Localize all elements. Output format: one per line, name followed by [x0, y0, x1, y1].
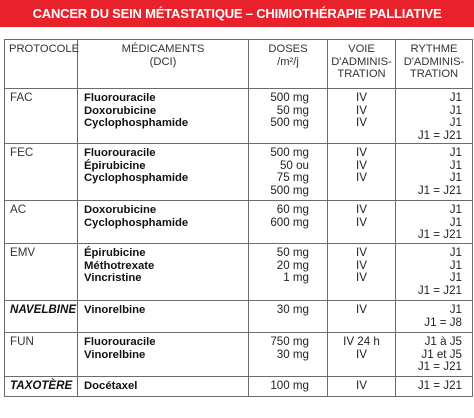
voie-cell [328, 376, 396, 396]
doses-cell-line: 30 mg [276, 347, 309, 361]
header-text-line: /m²/j [277, 55, 299, 68]
voie-cell-line: IV [356, 378, 367, 392]
protocole-cell-line: FEC [10, 145, 34, 159]
rythme-cell [396, 376, 473, 396]
rythme-cell-line: J1 [449, 103, 462, 117]
rythme-cell-line: J1 = J21 [417, 283, 462, 297]
rythme-cell [396, 300, 473, 332]
medicaments-cell-line: Cyclophosphamide [84, 117, 189, 130]
medicaments-cell [78, 376, 249, 396]
voie-cell-line: IV [356, 347, 367, 361]
table-body [5, 89, 473, 397]
rythme-cell-line: J1 [449, 171, 462, 185]
rythme-cell-line: J1 [449, 145, 462, 159]
rythme-cell [396, 89, 473, 144]
table-row [5, 143, 473, 200]
medicaments-cell [78, 332, 249, 376]
header-medicaments [78, 40, 249, 89]
doses-cell-line: 60 mg [276, 202, 309, 216]
header-text-line: (DCI) [149, 55, 177, 68]
voie-cell [328, 143, 396, 200]
doses-cell-line: 500 mg [270, 116, 309, 130]
voie-cell-line: IV [356, 271, 367, 285]
voie-cell-line: IV [356, 302, 367, 316]
table-row [5, 376, 473, 396]
header-text-line: VOIE [348, 43, 375, 55]
voie-cell-line: IV [356, 158, 367, 172]
rythme-cell-line: J1 = J21 [417, 183, 462, 197]
rythme-cell-line: J1 = J21 [417, 129, 462, 143]
rythme-cell [396, 200, 473, 243]
doses-cell-line: 1 mg [283, 271, 309, 285]
voie-cell-line: IV 24 h [343, 334, 380, 348]
rythme-cell-line: J1 et J5 [421, 347, 462, 361]
voie-cell [328, 200, 396, 243]
protocole-cell [5, 332, 78, 376]
rythme-cell-line: J1 [449, 215, 462, 229]
voie-cell-line: IV [356, 258, 367, 272]
protocole-cell [5, 143, 78, 200]
header-text-line: RYTHME [410, 43, 458, 55]
protocole-cell-line: TAXOTÈRE [10, 378, 73, 392]
voie-cell-line: IV [356, 215, 367, 229]
header-text-line: D'ADMINIS- [331, 55, 392, 68]
protocole-cell-line: FUN [10, 334, 34, 348]
voie-cell-line: IV [356, 202, 367, 216]
header-text-line: DOSES [268, 43, 308, 55]
voie-cell [328, 89, 396, 144]
rythme-cell-line: J1 = J21 [417, 378, 462, 392]
medicaments-cell-line: Fluorouracile [84, 146, 156, 159]
voie-cell [328, 243, 396, 300]
header-rythme [396, 40, 473, 89]
medicaments-cell-line: Épirubicine [84, 159, 146, 172]
doses-cell [249, 332, 328, 376]
rythme-cell [396, 143, 473, 200]
rythme-cell [396, 332, 473, 376]
doses-cell-line: 75 mg [276, 171, 309, 185]
protocole-cell-line: NAVELBINE [10, 302, 77, 316]
medicaments-cell-line: Méthotrexate [84, 259, 155, 272]
rythme-cell-line: J1 = J21 [417, 360, 462, 374]
doses-cell-line: 100 mg [270, 378, 309, 392]
header-text-line: MÉDICAMENTS [121, 43, 205, 55]
protocole-cell [5, 376, 78, 396]
table-row [5, 200, 473, 243]
rythme-cell [396, 243, 473, 300]
voie-cell-line: IV [356, 103, 367, 117]
table-title: CANCER DU SEIN MÉTASTATIQUE – CHIMIOTHÉRAPIE PALLIATIVE [32, 6, 442, 21]
chemotherapy-table [4, 39, 473, 397]
rythme-cell-line: J1 [449, 245, 462, 259]
header-text-line: D'ADMINIS- [403, 55, 465, 68]
medicaments-cell-line: Cyclophosphamide [84, 172, 189, 185]
medicaments-cell-line: Vincristine [84, 272, 142, 285]
rythme-cell-line: J1 = J21 [417, 228, 462, 242]
doses-cell-line: 500 mg [270, 145, 309, 159]
rythme-cell-line: J1 [449, 91, 462, 104]
rythme-cell-line: J1 [449, 116, 462, 130]
header-protocole [5, 40, 78, 89]
medicaments-cell [78, 243, 249, 300]
doses-cell [249, 243, 328, 300]
medicaments-cell [78, 300, 249, 332]
doses-cell [249, 376, 328, 396]
medicaments-cell-line: Fluorouracile [84, 335, 156, 348]
doses-cell-line: 500 mg [270, 91, 309, 104]
protocole-cell-line: FAC [10, 91, 33, 104]
rythme-cell-line: J1 [449, 302, 462, 316]
medicaments-cell-line: Docétaxel [84, 379, 138, 392]
doses-cell-line: 50 mg [276, 103, 309, 117]
medicaments-cell-line: Fluorouracile [84, 92, 156, 104]
header-text-line: TRATION [409, 68, 459, 81]
voie-cell-line: IV [356, 145, 367, 159]
protocole-cell-line: AC [10, 202, 27, 216]
voie-cell-line: IV [356, 91, 367, 104]
doses-cell-line: 20 mg [276, 258, 309, 272]
voie-cell-line: IV [356, 116, 367, 130]
protocole-cell [5, 89, 78, 144]
rythme-cell-line: J1 [449, 158, 462, 172]
medicaments-cell [78, 200, 249, 243]
medicaments-cell-line: Vinorelbine [84, 348, 146, 361]
protocole-cell [5, 200, 78, 243]
table-row [5, 89, 473, 144]
rythme-cell-line: J1 à J5 [424, 334, 462, 348]
voie-cell [328, 300, 396, 332]
header-doses [249, 40, 328, 89]
doses-cell-line: 50 ou [279, 158, 309, 172]
protocole-cell [5, 243, 78, 300]
header-text-line: PROTOCOLE [9, 43, 80, 55]
medicaments-cell [78, 89, 249, 144]
rythme-cell-line: J1 [449, 271, 462, 285]
medicaments-cell-line: Épirubicine [84, 246, 146, 259]
doses-cell [249, 300, 328, 332]
medicaments-cell-line: Doxorubicine [84, 104, 157, 117]
voie-cell-line: IV [356, 245, 367, 259]
doses-cell [249, 89, 328, 144]
table-row [5, 243, 473, 300]
doses-cell-line: 30 mg [276, 302, 309, 316]
medicaments-cell-line: Vinorelbine [84, 303, 146, 316]
voie-cell [328, 332, 396, 376]
rythme-cell-line: J1 [449, 202, 462, 216]
medicaments-cell-line: Doxorubicine [84, 203, 157, 216]
doses-cell [249, 200, 328, 243]
rythme-cell-line: J1 [449, 258, 462, 272]
medicaments-cell [78, 143, 249, 200]
medicaments-cell-line: Cyclophosphamide [84, 216, 189, 229]
protocole-cell [5, 300, 78, 332]
rythme-cell-line: J1 = J8 [424, 315, 462, 329]
doses-cell-line: 50 mg [276, 245, 309, 259]
doses-cell-line: 600 mg [270, 215, 309, 229]
header-text-line: TRATION [337, 68, 386, 81]
doses-cell-line: 500 mg [270, 183, 309, 197]
protocole-cell-line: EMV [10, 245, 36, 259]
table-row [5, 332, 473, 376]
table-title-banner [0, 0, 474, 27]
doses-cell [249, 143, 328, 200]
table-row [5, 300, 473, 332]
header-voie [328, 40, 396, 89]
doses-cell-line: 750 mg [270, 334, 309, 348]
header-row [5, 40, 473, 89]
voie-cell-line: IV [356, 171, 367, 185]
